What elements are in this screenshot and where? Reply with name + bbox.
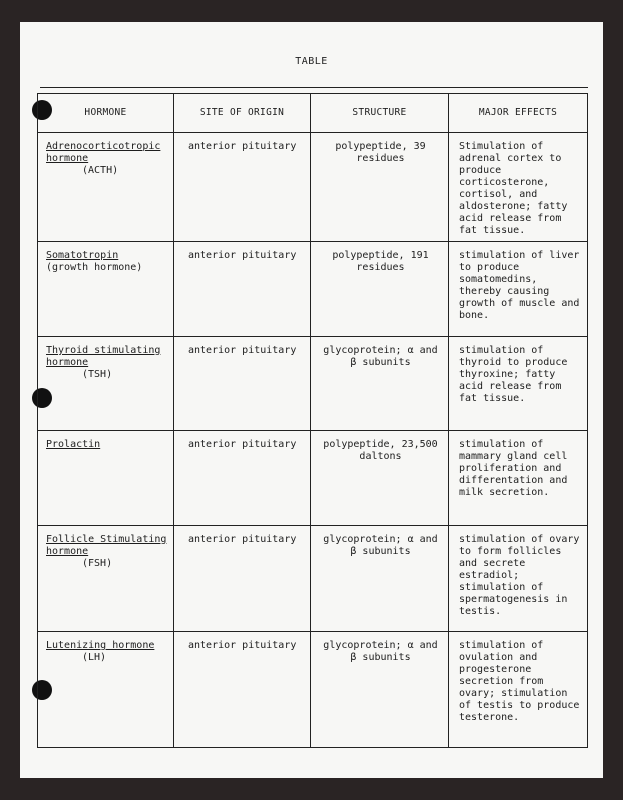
structure-cell: glycoprotein; α and β subunits [311, 337, 449, 431]
divider [40, 87, 588, 88]
hormone-cell [38, 632, 174, 748]
hormone-abbreviation: (growth hormone) [46, 262, 143, 273]
hormone-name: Follicle Stimulating hormone [46, 534, 167, 557]
structure-cell: glycoprotein; α and β subunits [311, 526, 449, 632]
origin-cell: anterior pituitary [174, 431, 311, 526]
hormone-abbreviation: (LH) [82, 652, 107, 663]
hormone-table [37, 93, 588, 748]
header-site-of-origin: SITE OF ORIGIN [174, 94, 311, 133]
hormone-cell [38, 133, 174, 242]
structure-cell: glycoprotein; α and β subunits [311, 632, 449, 748]
effects-cell: stimulation of ovulation and progesterone secretion from ovary; stimulation of testis to produce testerone. [449, 632, 588, 748]
effects-cell: stimulation of ovary to form follicles and secrete estradiol; stimulation of spermatogenesis in testis. [449, 526, 588, 632]
structure-cell: polypeptide, 39 residues [311, 133, 449, 242]
table-row [38, 526, 588, 632]
table-row [38, 133, 588, 242]
structure-cell: polypeptide, 23,500 daltons [311, 431, 449, 526]
effects-cell: stimulation of mammary gland cell proliferation and differentation and milk secretion. [449, 431, 588, 526]
hormone-abbreviation: (TSH) [82, 369, 113, 380]
table-row [38, 337, 588, 431]
document-page [20, 22, 603, 778]
origin-cell: anterior pituitary [174, 337, 311, 431]
table-row [38, 242, 588, 337]
hormone-name: Lutenizing hormone [46, 640, 155, 651]
table-row [38, 431, 588, 526]
hormone-abbreviation: (ACTH) [82, 165, 119, 176]
header-hormone: HORMONE [38, 94, 174, 133]
hormone-cell [38, 337, 174, 431]
hormone-abbreviation: (FSH) [82, 558, 113, 569]
hormone-cell [38, 431, 174, 526]
origin-cell: anterior pituitary [174, 632, 311, 748]
hormone-name: Adrenocorticotropic hormone [46, 141, 161, 164]
effects-cell: Stimulation of adrenal cortex to produce corticosterone, cortisol, and aldosterone; fatty acid release from fat tissue. [449, 133, 588, 242]
hormone-cell [38, 242, 174, 337]
header-major-effects: MAJOR EFFECTS [449, 94, 588, 133]
table-row [38, 632, 588, 748]
effects-cell: stimulation of liver to produce somatomedins, thereby causing growth of muscle and bone. [449, 242, 588, 337]
hormone-cell [38, 526, 174, 632]
effects-cell: stimulation of thyroid to produce thyroxine; fatty acid release from fat tissue. [449, 337, 588, 431]
header-structure: STRUCTURE [311, 94, 449, 133]
origin-cell: anterior pituitary [174, 133, 311, 242]
structure-cell: polypeptide, 191 residues [311, 242, 449, 337]
table-header-row [38, 94, 588, 133]
hormone-name: Prolactin [46, 439, 101, 450]
origin-cell: anterior pituitary [174, 526, 311, 632]
origin-cell: anterior pituitary [174, 242, 311, 337]
page-title: TABLE [295, 56, 328, 67]
hormone-name: Thyroid stimulating hormone [46, 345, 161, 368]
hormone-name: Somatotropin [46, 250, 119, 261]
